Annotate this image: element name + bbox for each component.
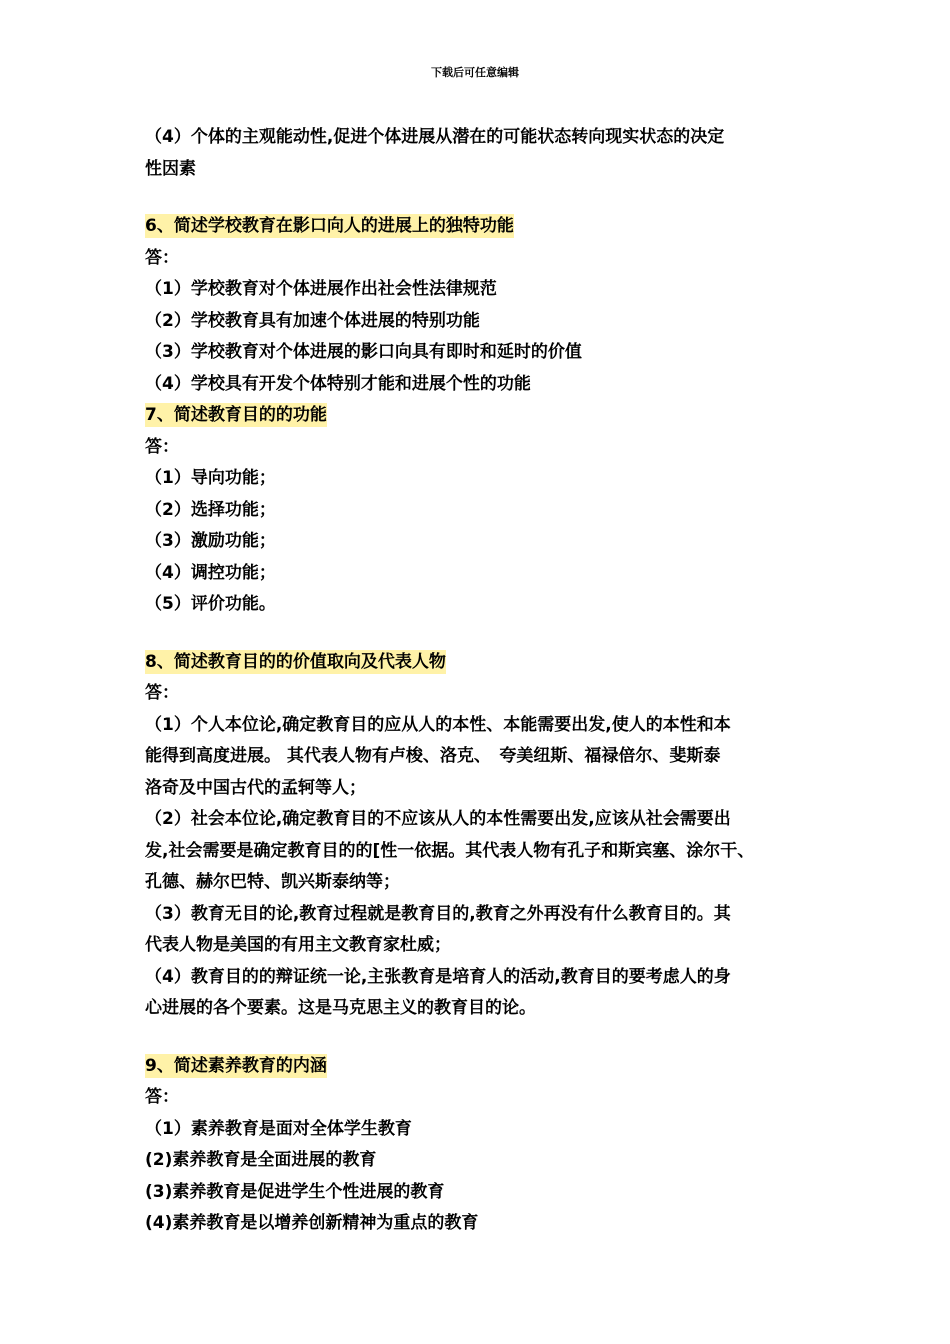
intro-line: （4）个体的主观能动性,促进个体进展从潜在的可能状态转向现实状态的决定 xyxy=(145,127,725,147)
section-6-answer-label: 答： xyxy=(145,247,179,268)
section-6-heading-text: 6、简述学校教育在影口向人的进展上的独特功能 xyxy=(145,216,514,236)
section-6-item: （2）学校教育具有加速个体进展的特别功能 xyxy=(145,310,480,331)
section-9-item: (3)素养教育是促进学生个性进展的教育 xyxy=(145,1181,445,1202)
section-7-item: （1）导向功能； xyxy=(145,468,276,488)
paragraph-gap xyxy=(145,1025,835,1051)
section-8-text-line: （2）社会本位论,确定教育目的不应该从人的本性需要出发,应该从社会需要出 xyxy=(145,809,731,829)
section-9-heading xyxy=(145,1051,835,1083)
section-6-heading xyxy=(145,211,835,243)
section-7-heading-text: 7、简述教育目的的功能 xyxy=(145,405,327,425)
section-8-text-line: （1）个人本位论,确定教育目的应从人的本性、本能需要出发,使人的本性和本 xyxy=(145,714,731,735)
section-7-heading xyxy=(145,400,835,432)
section-8-text-line: 发,社会需要是确定教育目的的[性一依据。其代表人物有孔子和斯宾塞、涂尔干、 xyxy=(145,840,755,861)
paragraph-gap xyxy=(145,621,835,647)
section-9-item: (2)素养教育是全面进展的教育 xyxy=(145,1150,377,1170)
page-header: 下载后可任意编辑 xyxy=(431,66,519,79)
section-8-text-line: 洛奇及中国古代的孟轲等人； xyxy=(145,777,366,798)
section-6-item: （4）学校具有开发个体特别才能和进展个性的功能 xyxy=(145,373,531,394)
section-6-item: （1）学校教育对个体进展作出社会性法律规范 xyxy=(145,279,497,299)
section-9-item: （1）素养教育是面对全体学生教育 xyxy=(145,1118,412,1139)
section-8-text-line: （4）教育目的的辩证统一论,主张教育是培育人的活动,教育目的要考虑人的身 xyxy=(145,966,731,987)
section-8-heading-text: 8、简述教育目的的价值取向及代表人物 xyxy=(145,651,446,672)
section-9-heading-text: 9、简述素养教育的内涵 xyxy=(145,1055,327,1076)
section-6-item: （3）学校教育对个体进展的影口向具有即时和延时的价值 xyxy=(145,342,582,362)
section-8-heading xyxy=(145,647,835,679)
section-8-text-line: 心进展的各个要素。这是马克思主义的教育目的论。 xyxy=(145,998,536,1018)
section-7-item: （2）选择功能； xyxy=(145,499,276,520)
section-8-text-line: （3）教育无目的论,教育过程就是教育目的,教育之外再没有什么教育目的。其 xyxy=(145,903,731,924)
section-7-item: （5）评价功能。 xyxy=(145,594,276,614)
intro-line: 性因素 xyxy=(145,158,196,179)
section-7-answer-label: 答： xyxy=(145,436,179,457)
paragraph-gap xyxy=(145,185,835,211)
section-7-item: （4）调控功能； xyxy=(145,562,276,583)
section-8-answer-label: 答： xyxy=(145,683,179,703)
document-body xyxy=(145,122,835,1240)
section-8-text-line: 代表人物是美国的有用主文教育家杜威； xyxy=(145,935,451,955)
section-8-text-line: 孔德、赫尔巴特、凯兴斯泰纳等； xyxy=(145,872,400,892)
section-9-answer-label: 答： xyxy=(145,1087,179,1107)
section-7-item: （3）激励功能； xyxy=(145,531,276,551)
section-9-item: (4)素养教育是以增养创新精神为重点的教育 xyxy=(145,1213,479,1233)
section-8-text-line: 能得到高度进展。 其代表人物有卢梭、洛克、 夸美纽斯、福禄倍尔、斐斯泰 xyxy=(145,746,721,766)
